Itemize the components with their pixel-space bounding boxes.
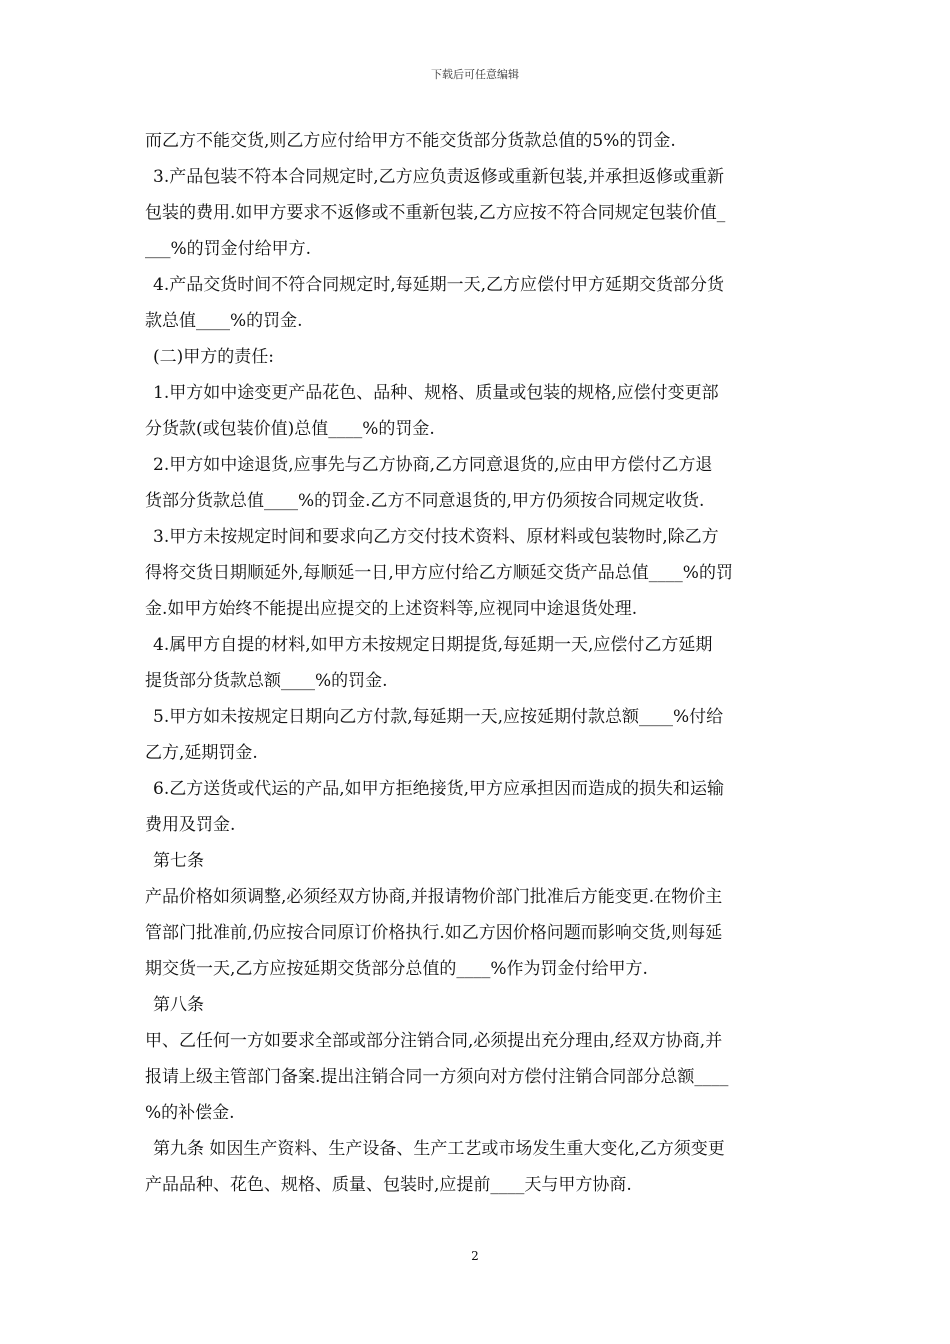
text-line: 3.甲方未按规定时间和要求向乙方交付技术资料、原材料或包装物时,除乙方: [153, 527, 719, 547]
article-heading: 第八条: [153, 995, 204, 1015]
page-header: 下载后可任意编辑: [431, 68, 519, 81]
text-line: 而乙方不能交货,则乙方应付给甲方不能交货部分货款总值的5%的罚金.: [145, 131, 676, 151]
text-line: 1.甲方如中途变更产品花色、品种、规格、质量或包装的规格,应偿付变更部: [153, 383, 719, 403]
text-line: 费用及罚金.: [145, 815, 236, 835]
text-line: 提货部分货款总额____%的罚金.: [145, 671, 388, 691]
text-line: 得将交货日期顺延外,每顺延一日,甲方应付给乙方顺延交货产品总值____%的罚: [145, 563, 733, 583]
text-line: 3.产品包装不符本合同规定时,乙方应负责返修或重新包装,并承担返修或重新: [153, 167, 725, 187]
text-line: ___%的罚金付给甲方.: [145, 239, 312, 259]
text-line: 产品价格如须调整,必须经双方协商,并报请物价部门批准后方能变更.在物价主: [145, 887, 723, 907]
text-line: 4.属甲方自提的材料,如甲方未按规定日期提货,每延期一天,应偿付乙方延期: [153, 635, 713, 655]
text-line: 款总值____%的罚金.: [145, 311, 303, 331]
text-line: 6.乙方送货或代运的产品,如甲方拒绝接货,甲方应承担因而造成的损失和运输: [153, 779, 725, 799]
text-line: 4.产品交货时间不符合同规定时,每延期一天,乙方应偿付甲方延期交货部分货: [153, 275, 725, 295]
text-line: 2.甲方如中途退货,应事先与乙方协商,乙方同意退货的,应由甲方偿付乙方退: [153, 455, 713, 475]
text-line: 金.如甲方始终不能提出应提交的上述资料等,应视同中途退货处理.: [145, 599, 638, 619]
text-line: 管部门批准前,仍应按合同原订价格执行.如乙方因价格问题而影响交货,则每延: [145, 923, 723, 943]
document-body: [145, 123, 810, 1203]
text-line: %的补偿金.: [145, 1103, 235, 1123]
text-line: 产品品种、花色、规格、质量、包装时,应提前____天与甲方协商.: [145, 1175, 632, 1195]
text-line: 期交货一天,乙方应按延期交货部分总值的____%作为罚金付给甲方.: [145, 959, 648, 979]
text-line: 货部分货款总值____%的罚金.乙方不同意退货的,甲方仍须按合同规定收货.: [145, 491, 705, 511]
text-line: 甲、乙任何一方如要求全部或部分注销合同,必须提出充分理由,经双方协商,并: [145, 1031, 723, 1051]
page-number: 2: [471, 1249, 479, 1263]
article-heading: 第七条: [153, 851, 204, 871]
text-line: 分货款(或包装价值)总值____%的罚金.: [145, 419, 435, 439]
text-line: 报请上级主管部门备案.提出注销合同一方须向对方偿付注销合同部分总额____: [145, 1067, 729, 1087]
text-line: 第九条 如因生产资料、生产设备、生产工艺或市场发生重大变化,乙方须变更: [153, 1139, 725, 1159]
text-line: 乙方,延期罚金.: [145, 743, 258, 763]
text-line: 5.甲方如未按规定日期向乙方付款,每延期一天,应按延期付款总额____%付给: [153, 707, 724, 727]
section-heading: (二)甲方的责任:: [153, 347, 274, 367]
text-line: 包装的费用.如甲方要求不返修或不重新包装,乙方应按不符合同规定包装价值_: [145, 203, 726, 223]
